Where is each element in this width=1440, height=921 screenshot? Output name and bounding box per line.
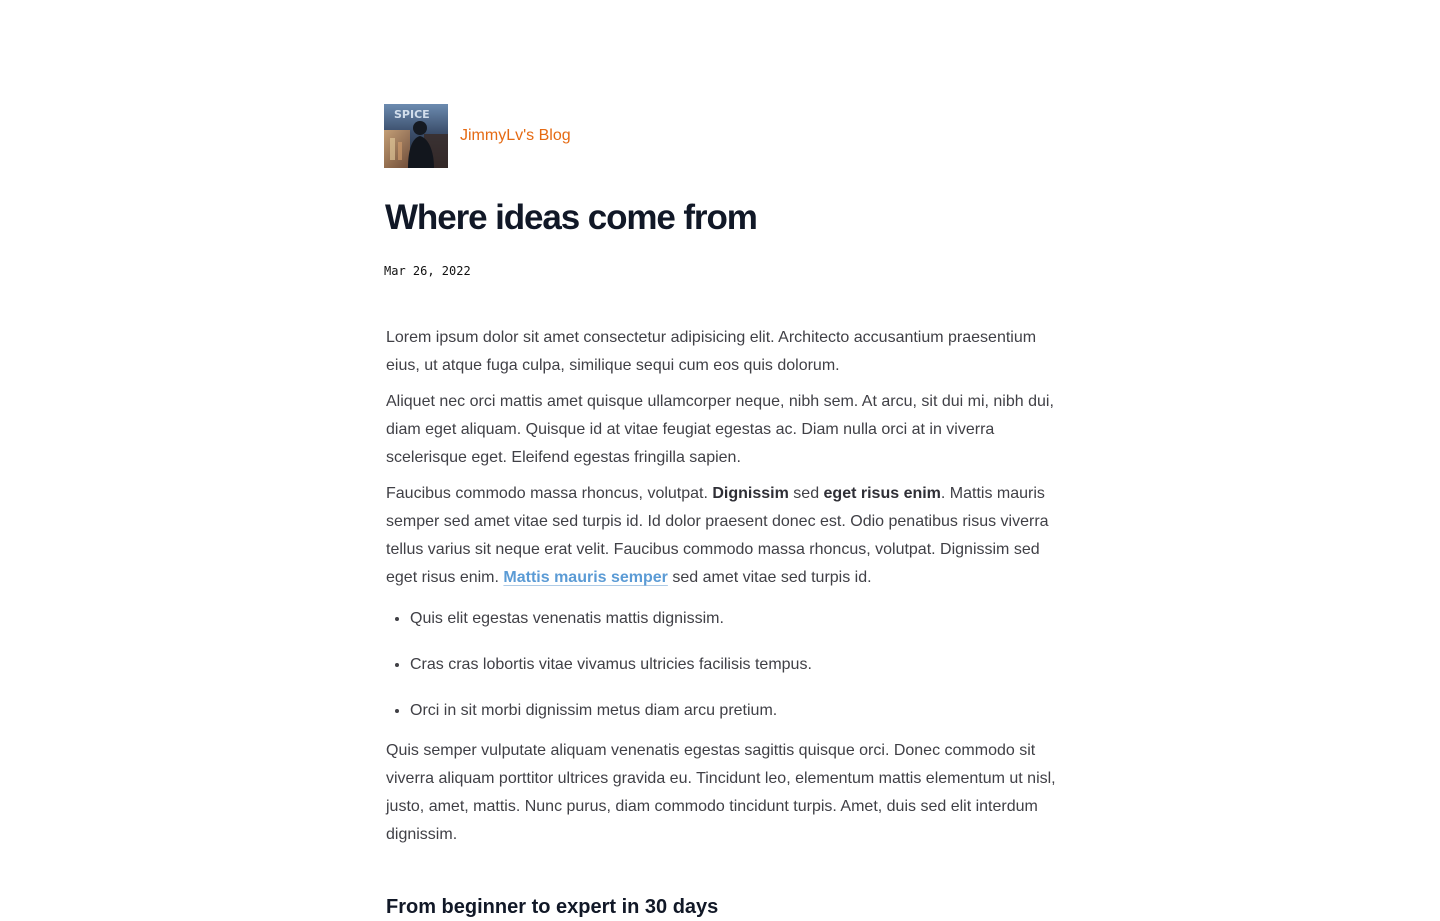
paragraph-2: Aliquet nec orci mattis amet quisque ullamcorper neque, nibh sem. At arcu, sit dui mi, nibh dui, diam eget aliquam. Quisque id at vitae feugiat egestas ac. Diam nulla orci at in viverra scelerisque eget. Eleifend egestas fringilla sapien. xyxy=(386,393,1054,466)
blog-name-link[interactable]: JimmyLv's Blog xyxy=(460,127,571,144)
paragraph-3 xyxy=(386,480,1058,592)
post-date: Mar 26, 2022 xyxy=(384,264,471,278)
paragraph-4: Quis semper vulputate aliquam venenatis egestas sagittis quisque orci. Donec commodo sit viverra aliquam porttitor ultrices gravida eu. Tincidunt leo, elementum mattis elementum ut nisl, justo, amet, mattis. Nunc purus, diam commodo tincidunt turpis. Amet, duis sed elit interdum dignissim. xyxy=(386,742,1056,843)
post-title: Where ideas come from xyxy=(385,198,757,237)
paragraph-3-text-1: Faucibus commodo massa rhoncus, volutpat. xyxy=(386,485,713,502)
list-item: • Quis elit egestas venenatis mattis dignissim. xyxy=(410,605,1058,633)
bold-eget-risus-enim: eget risus enim xyxy=(823,485,941,502)
section-heading: From beginner to expert in 30 days xyxy=(386,896,719,918)
paragraph-3-text-3: . Mattis mauris semper sed amet vitae sed turpis id. Id dolor praesent donec est. Odio penatibus risus viverra tellus varius sit neque erat velit. Faucibus commodo massa rhoncus, volutpat. Dignissim sed eget risus enim. xyxy=(386,485,1049,586)
list-item: • Orci in sit morbi dignissim metus diam arcu pretium. xyxy=(410,697,1058,725)
list-item: • Cras cras lobortis vitae vivamus ultricies facilisis tempus. xyxy=(410,651,1058,679)
avatar[interactable] xyxy=(384,104,448,168)
inline-link[interactable]: Mattis mauris semper xyxy=(503,569,668,586)
paragraph-3-text-2: sed xyxy=(788,485,824,502)
bold-dignissim: Dignissim xyxy=(712,485,789,502)
paragraph-3-text-4: sed amet vitae sed turpis id. xyxy=(667,569,872,586)
profile-photo-icon xyxy=(384,104,448,168)
bullet-list xyxy=(386,605,1058,725)
site-header xyxy=(384,104,571,168)
post-content xyxy=(386,324,1058,921)
avatar-label: SPICE xyxy=(394,108,430,121)
paragraph-1: Lorem ipsum dolor sit amet consectetur adipisicing elit. Architecto accusantium praesentium eius, ut atque fuga culpa, similique sequi cum eos quis dolorum. xyxy=(386,329,1037,374)
